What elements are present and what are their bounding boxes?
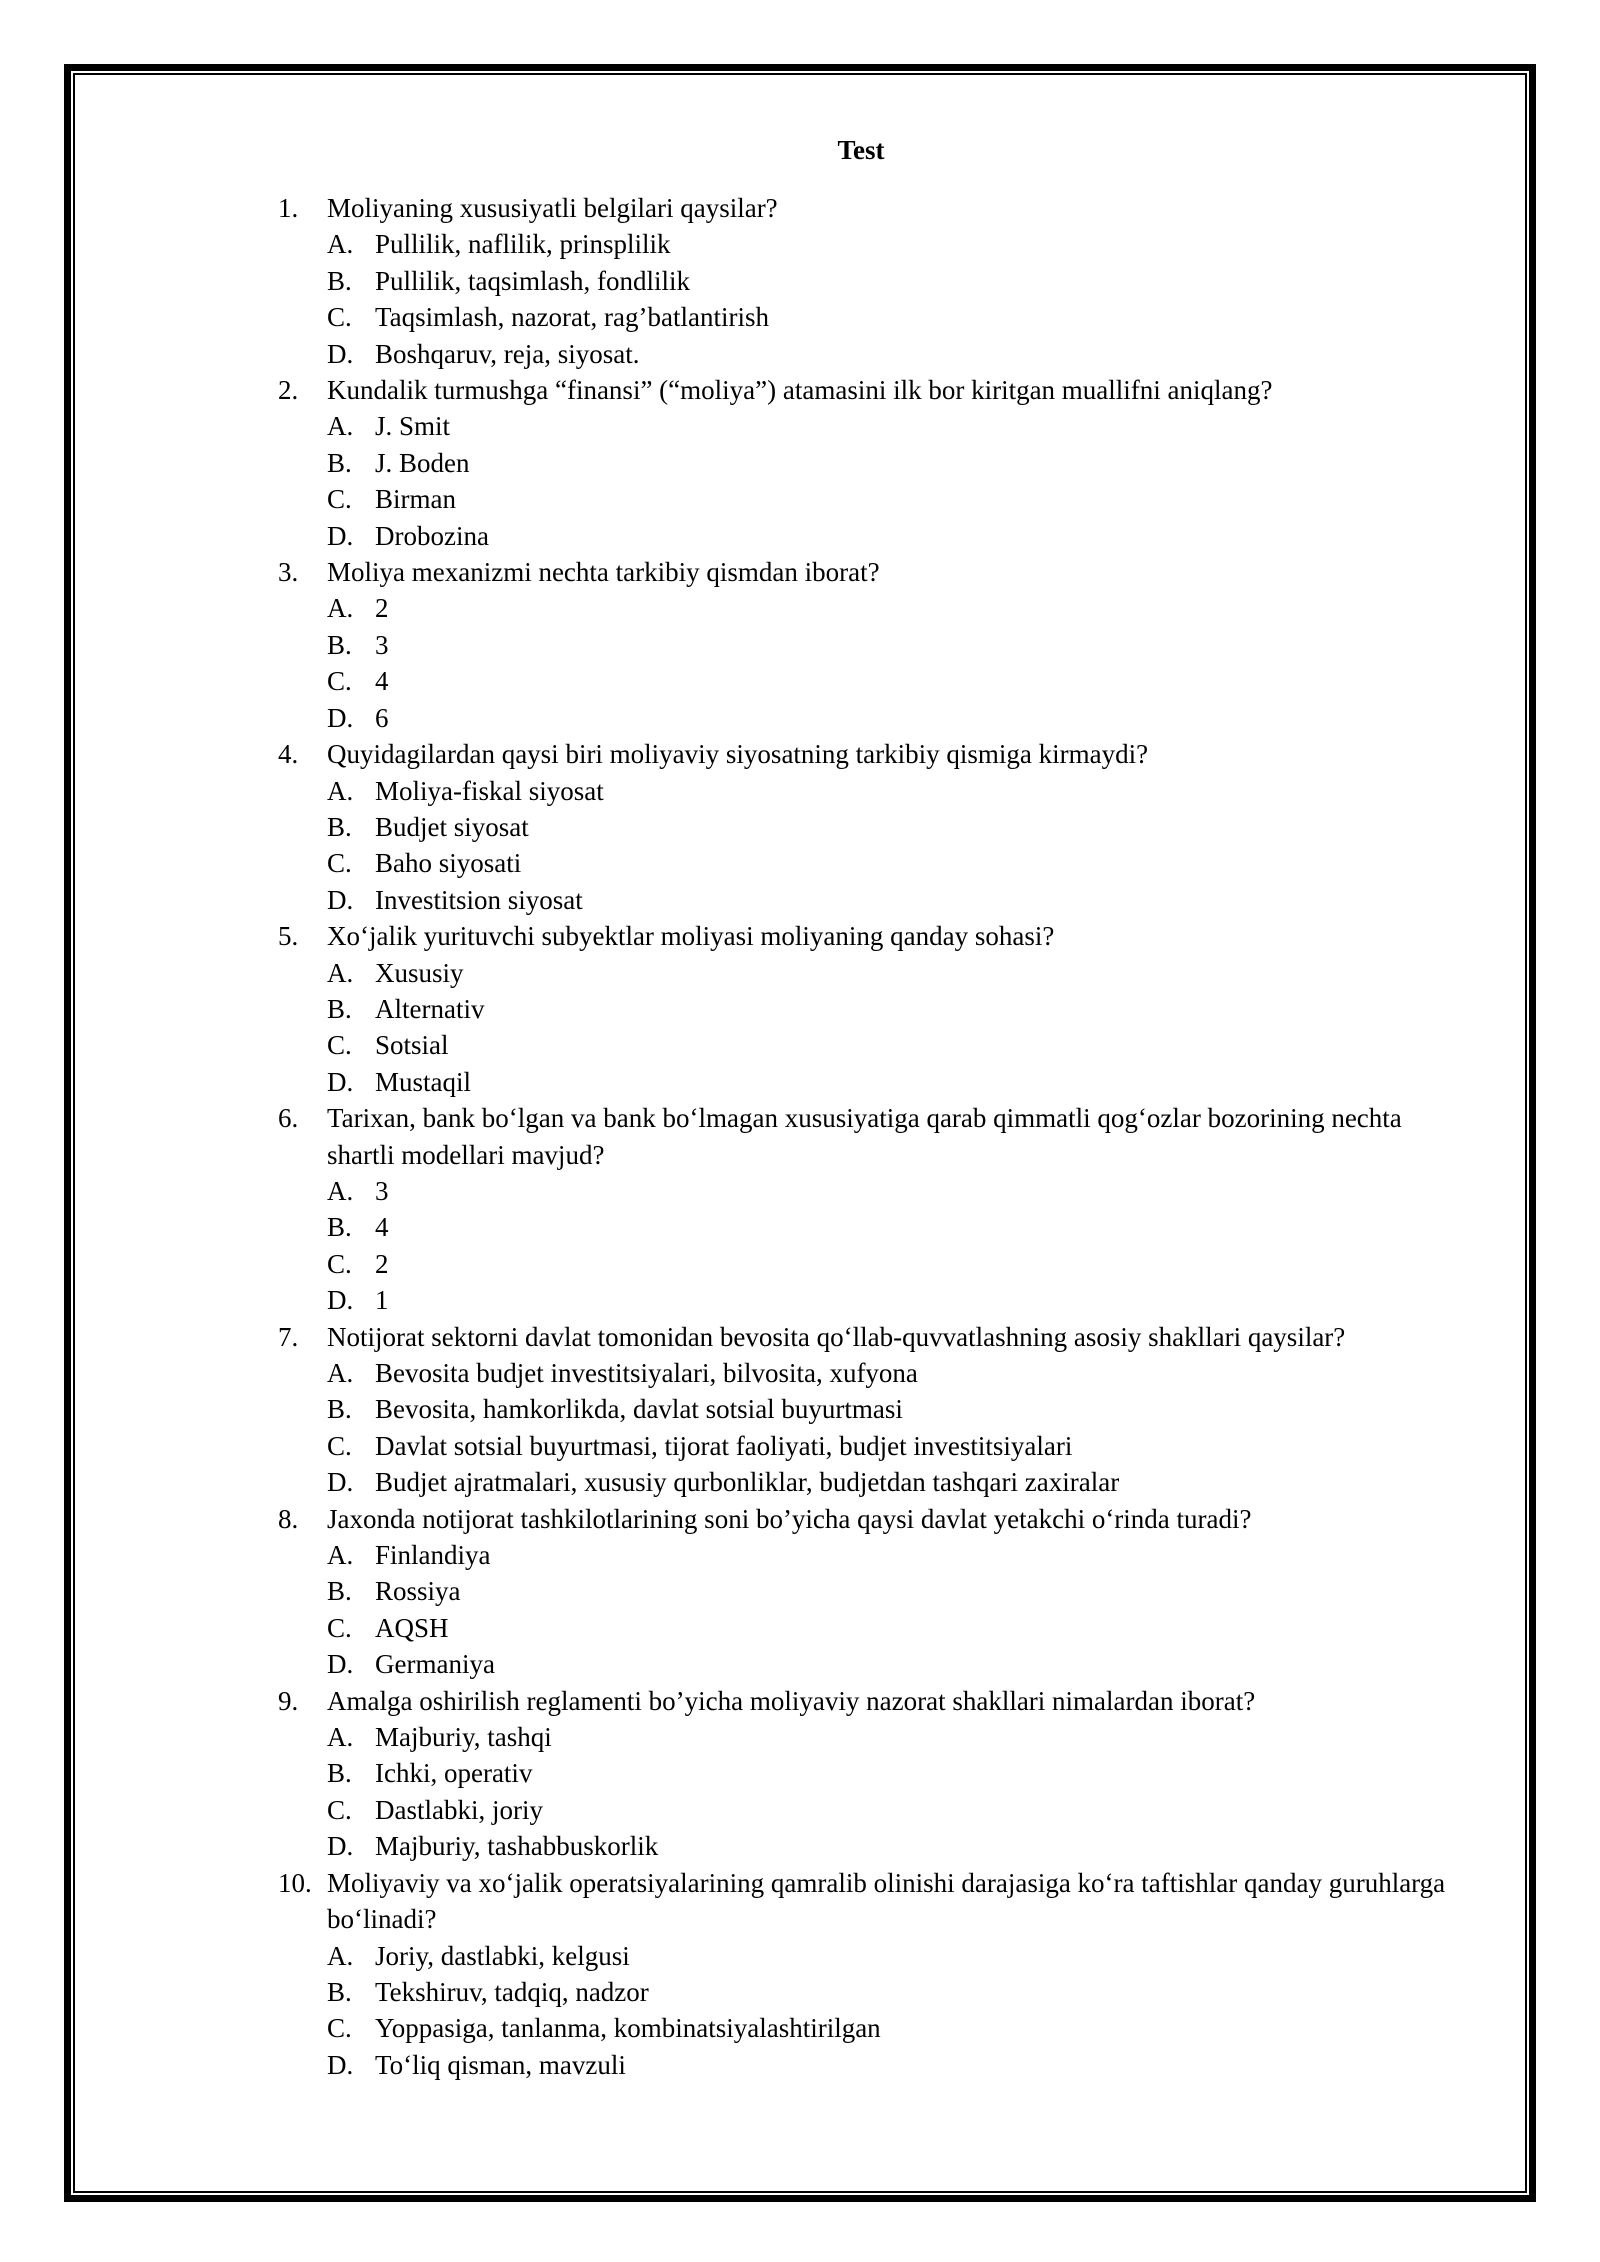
question-number: 8. [278, 1503, 299, 1534]
option-letter: A. [327, 775, 354, 806]
option-letter: D. [327, 1649, 354, 1680]
answer-option [0, 408, 1600, 444]
question-number: 7. [278, 1321, 299, 1352]
option-text: Investitsion siyosat [375, 884, 583, 915]
question-text: Xo‘jalik yurituvchi subyektlar moliyasi moliyaning qanday sohasi? [327, 921, 1055, 952]
option-text: Mustaqil [375, 1066, 472, 1097]
question-text: Kundalik turmushga “finansi” (“moliya”) atamasini ilk bor kiritgan muallifni aniqlang? [327, 375, 1273, 406]
option-text: 4 [375, 666, 389, 697]
answer-option [0, 2047, 1600, 2083]
option-text: AQSH [375, 1612, 449, 1643]
option-letter: C. [327, 848, 352, 879]
option-text: To‘liq qisman, mavzuli [375, 2049, 626, 2080]
answer-option [0, 1355, 1600, 1391]
answer-option [0, 336, 1600, 372]
answer-options [0, 1719, 1600, 1865]
answer-option [0, 263, 1600, 299]
option-letter: B. [327, 1976, 352, 2007]
option-letter: A. [327, 411, 354, 442]
answer-option [0, 1573, 1600, 1609]
question-number: 3. [278, 557, 299, 588]
question-text: Jaxonda notijorat tashkilotlarining soni bo’yicha qaysi davlat yetakchi o‘rinda turadi? [327, 1503, 1252, 1534]
answer-options [0, 773, 1600, 919]
option-letter: B. [327, 811, 352, 842]
question-number: 10. [278, 1867, 312, 1898]
question-text: Moliyaning xususiyatli belgilari qaysilar? [327, 193, 778, 223]
option-letter: B. [327, 265, 352, 296]
option-text: 2 [375, 1248, 389, 1279]
option-text: Birman [375, 484, 456, 515]
option-text: Sotsial [375, 1030, 449, 1061]
option-letter: A. [327, 229, 354, 260]
option-text: 2 [375, 593, 389, 624]
answer-option [0, 882, 1600, 918]
option-text: Bevosita budjet investitsiyalari, bilvosita, xufyona [375, 1358, 918, 1388]
answer-option [0, 1391, 1600, 1427]
answer-option [0, 1537, 1600, 1573]
option-letter: C. [327, 666, 352, 697]
question-item [0, 1319, 1600, 1501]
answer-option [0, 1173, 1600, 1209]
answer-options [0, 1537, 1600, 1683]
question-number: 5. [278, 921, 299, 952]
answer-option [0, 518, 1600, 554]
answer-option [0, 1792, 1600, 1828]
question-text: Notijorat sektorni davlat tomonidan bevosita qo‘llab-quvvatlashning asosiy shakllari qaysilar? [327, 1321, 1346, 1352]
option-text: Tekshiruv, tadqiq, nadzor [375, 1976, 649, 2007]
answer-option [0, 1464, 1600, 1500]
option-letter: C. [327, 484, 352, 515]
option-text: Xususiy [375, 957, 464, 988]
answer-option [0, 445, 1600, 481]
option-letter: A. [327, 1175, 354, 1206]
option-letter: A. [327, 1540, 354, 1571]
option-text: 3 [375, 1175, 389, 1206]
answer-option [0, 1719, 1600, 1755]
option-text: Alternativ [375, 993, 485, 1024]
question-text: Amalga oshirilish reglamenti bo’yicha moliyaviy nazorat shakllari nimalardan iborat? [327, 1685, 1256, 1716]
option-letter: D. [327, 702, 354, 733]
answer-option [0, 226, 1600, 262]
question-text: Quyidagilardan qaysi biri moliyaviy siyosatning tarkibiy qismiga kirmaydi? [327, 739, 1149, 770]
option-text: Finlandiya [375, 1540, 491, 1571]
option-letter: D. [327, 338, 354, 369]
answer-options [0, 1173, 1600, 1319]
option-letter: C. [327, 302, 352, 333]
option-text: Moliya-fiskal siyosat [375, 775, 604, 806]
answer-option [0, 1027, 1600, 1063]
option-letter: C. [327, 1794, 352, 1825]
option-letter: B. [327, 1394, 352, 1425]
option-letter: A. [327, 1940, 354, 1971]
answer-options [0, 590, 1600, 736]
option-text: J. Boden [375, 447, 470, 478]
option-letter: C. [327, 1612, 352, 1643]
question-number: 1. [278, 193, 299, 223]
option-text: Rossiya [375, 1576, 461, 1607]
option-letter: A. [327, 1358, 354, 1388]
option-text: 3 [375, 629, 389, 660]
option-letter: C. [327, 1248, 352, 1279]
option-letter: B. [327, 629, 352, 660]
question-text: Tarixan, bank bo‘lgan va bank bo‘lmagan xususiyatiga qarab qimmatli qog‘ozlar bozorining nechta shartli modellari mavjud? [327, 1103, 1402, 1170]
answer-option [0, 2010, 1600, 2046]
answer-option [0, 627, 1600, 663]
option-text: Joriy, dastlabki, kelgusi [375, 1940, 630, 1971]
option-letter: D. [327, 1831, 354, 1862]
question-text: Moliya mexanizmi nechta tarkibiy qismdan iborat? [327, 557, 880, 588]
option-letter: B. [327, 447, 352, 478]
option-letter: A. [327, 957, 354, 988]
option-text: Davlat sotsial buyurtmasi, tijorat faoliyati, budjet investitsiyalari [375, 1430, 1073, 1461]
answer-option [0, 955, 1600, 991]
answer-option [0, 1610, 1600, 1646]
answer-option [0, 1282, 1600, 1318]
answer-options [0, 408, 1600, 554]
option-letter: B. [327, 1576, 352, 1607]
answer-option [0, 809, 1600, 845]
option-text: Majburiy, tashabbuskorlik [375, 1831, 659, 1862]
answer-option [0, 1209, 1600, 1245]
answer-option [0, 1755, 1600, 1791]
question-number: 6. [278, 1103, 299, 1134]
answer-option [0, 1064, 1600, 1100]
answer-option [0, 845, 1600, 881]
option-letter: A. [327, 593, 354, 624]
option-letter: C. [327, 1030, 352, 1061]
answer-options [0, 1355, 1600, 1501]
option-letter: B. [327, 1758, 352, 1789]
option-letter: A. [327, 1722, 354, 1753]
question-number: 2. [278, 375, 299, 406]
option-text: Bevosita, hamkorlikda, davlat sotsial buyurtmasi [375, 1394, 903, 1425]
answer-option [0, 481, 1600, 517]
answer-option [0, 1646, 1600, 1682]
question-item [0, 1501, 1600, 1683]
option-text: 6 [375, 702, 389, 733]
question-item [0, 1865, 1600, 2083]
answer-option [0, 991, 1600, 1027]
answer-options [0, 226, 1600, 372]
question-item [0, 736, 1600, 918]
answer-option [0, 1246, 1600, 1282]
option-text: J. Smit [375, 411, 451, 442]
answer-option [0, 1974, 1600, 2010]
question-list [0, 190, 1600, 2083]
question-text: Moliyaviy va xo‘jalik operatsiyalarining qamralib olinishi darajasiga ko‘ra taftishlar qanday guruhlarga bo‘linadi? [327, 1867, 1446, 1935]
option-letter: D. [327, 1467, 354, 1498]
option-text: Pullilik, naflilik, prinsplilik [375, 229, 671, 260]
answer-option [0, 1428, 1600, 1464]
option-letter: D. [327, 1285, 354, 1316]
answer-option [0, 700, 1600, 736]
answer-option [0, 590, 1600, 626]
option-text: Budjet siyosat [375, 811, 529, 842]
option-text: Ichki, operativ [375, 1758, 533, 1789]
option-letter: D. [327, 884, 354, 915]
option-letter: B. [327, 1212, 352, 1243]
option-text: Yoppasiga, tanlanma, kombinatsiyalashtirilgan [375, 2013, 881, 2044]
question-item [0, 372, 1600, 554]
question-item [0, 1683, 1600, 1865]
answer-option [0, 1938, 1600, 1974]
option-text: 4 [375, 1212, 389, 1243]
option-text: Dastlabki, joriy [375, 1794, 543, 1825]
option-letter: D. [327, 520, 354, 551]
answer-options [0, 955, 1600, 1101]
question-item [0, 1100, 1600, 1318]
answer-option [0, 1828, 1600, 1864]
answer-option [0, 299, 1600, 335]
question-item [0, 190, 1600, 372]
option-text: Drobozina [375, 520, 489, 551]
option-text: Germaniya [375, 1649, 495, 1680]
option-letter: B. [327, 993, 352, 1024]
option-text: 1 [375, 1285, 389, 1316]
option-letter: C. [327, 2013, 352, 2044]
question-item [0, 554, 1600, 736]
answer-option [0, 773, 1600, 809]
option-text: Boshqaruv, reja, siyosat. [375, 338, 640, 369]
question-number: 4. [278, 739, 299, 770]
option-letter: C. [327, 1430, 352, 1461]
option-text: Taqsimlash, nazorat, rag’batlantirish [375, 302, 769, 333]
document-title: Test [837, 135, 885, 165]
option-letter: D. [327, 2049, 354, 2080]
option-text: Majburiy, tashqi [375, 1722, 552, 1753]
question-item [0, 918, 1600, 1100]
option-text: Baho siyosati [375, 848, 522, 879]
option-letter: D. [327, 1066, 354, 1097]
question-number: 9. [278, 1685, 299, 1716]
answer-options [0, 1938, 1600, 2084]
option-text: Pullilik, taqsimlash, fondlilik [375, 265, 691, 296]
option-text: Budjet ajratmalari, xususiy qurbonliklar, budjetdan tashqari zaxiralar [375, 1467, 1120, 1498]
answer-option [0, 663, 1600, 699]
